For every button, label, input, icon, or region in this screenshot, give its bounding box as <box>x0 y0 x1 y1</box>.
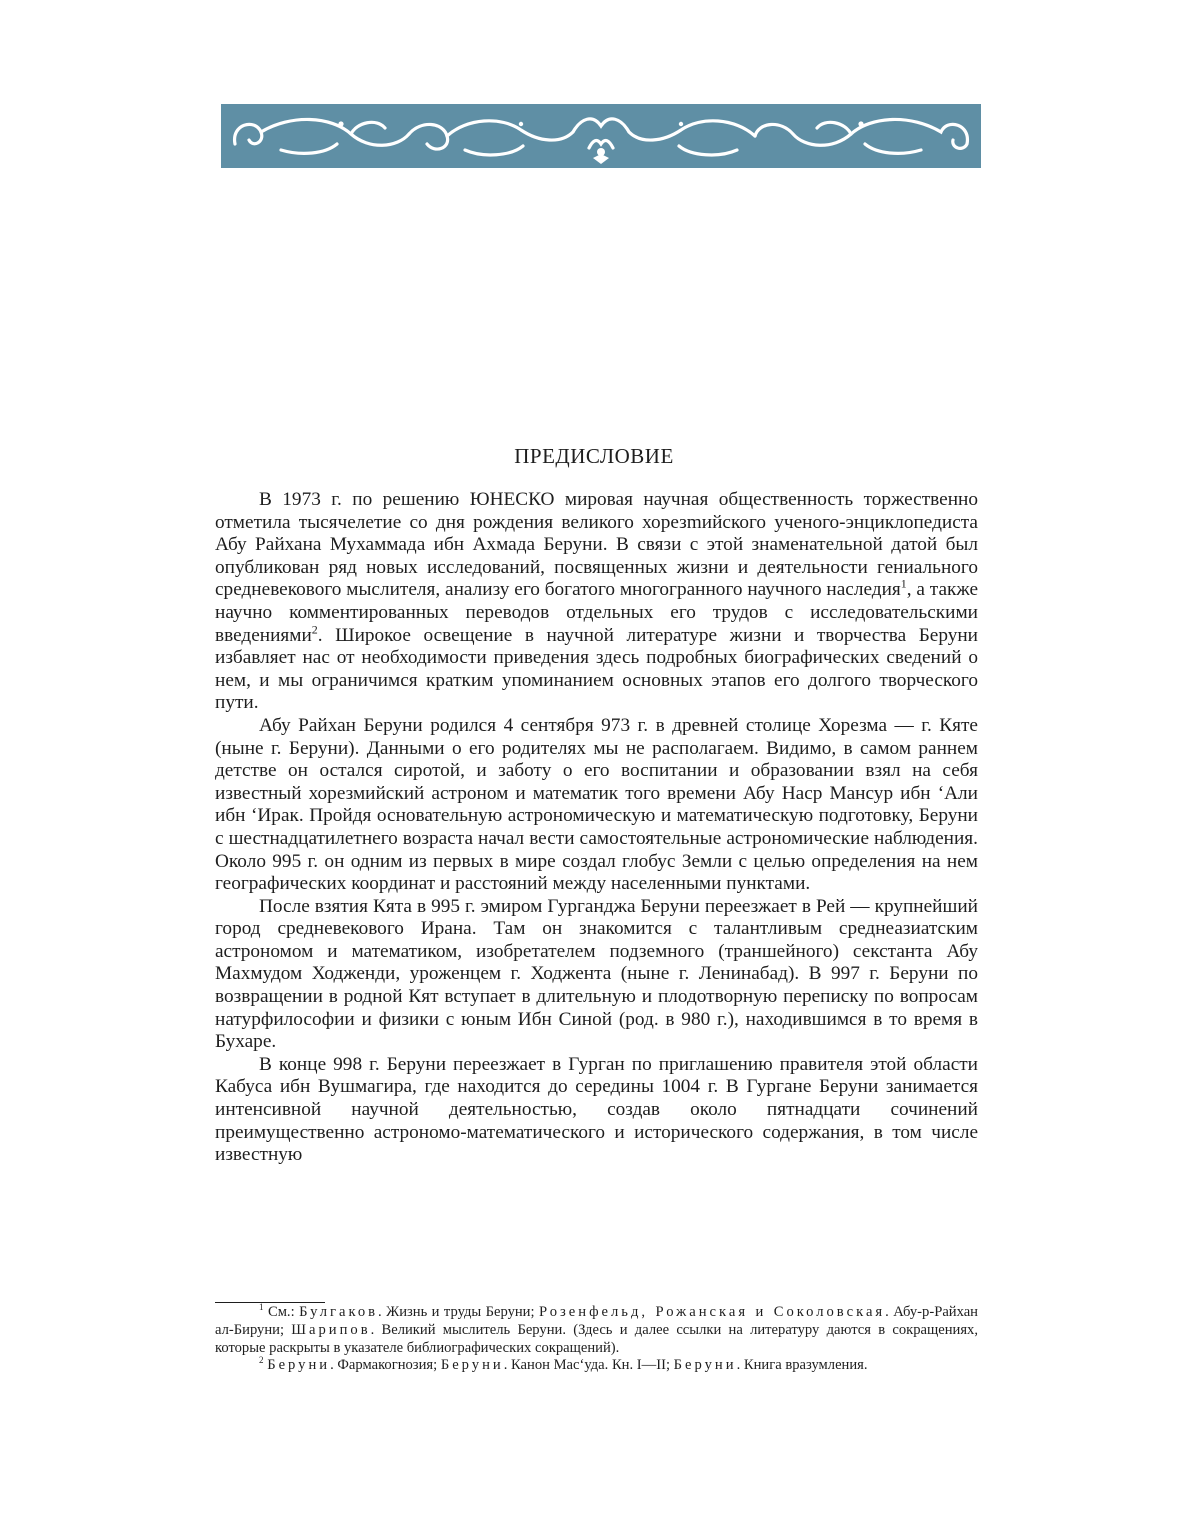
paragraph-text: В 1973 г. по решению ЮНЕСКО мировая научная общественность торжественно отметила тысячелетие со дня рождения великого хорезmийского ученого-энциклопедиста Абу Райхана Мухаммада ибн Ахмада Беруни. В связи с этой знаменательной датой был опубликован ряд новых исследований, посвященных жизни и деятельности гениального средневекового мыслителя, анализу его богатого многогранного научного наследия <box>215 489 978 601</box>
footnote <box>215 1304 978 1357</box>
header-ornament <box>221 104 981 168</box>
paragraph <box>215 489 978 715</box>
paragraph: В конце 998 г. Беруни переезжает в Гурган по приглашению правителя этой области Кабуса ибн Вушмагира, где находится до середины 1004 г. В Гургане Беруни занимается интенсивной научной деятельностью, создав около пятнадцати сочинений преимущественно астрономо-математического и исторического содержания, в том числе известную <box>215 1053 978 1166</box>
footnote-number: 1 <box>259 1302 264 1313</box>
footnote-author: Булгаков <box>299 1304 379 1320</box>
footnote-text: . Абу-р-Райхан ал-Бируни; <box>215 1304 978 1338</box>
footnote-text: См.: <box>263 1304 300 1320</box>
footnote-ref: 1 <box>900 576 907 591</box>
footnote-text: . Книга вразумления. <box>736 1357 868 1374</box>
paragraph: Абу Райхан Беруни родился 4 сентября 973 г. в древней столице Хорезма — г. Кяте (ныне г. Беруни). Данными о его родителях мы не располагаем. Видимо, в самом раннем детстве он остался сиротой, и заботу о его воспитании и образовании взял на себя известный хорезмийский астроном и математик того времени Абу Наср Мансур ибн ‘Али ибн ‘Ирак. Пройдя основательную астрономическую и математическую подготовку, Беруни с шестнадцатилетнего возраста начал вести самостоятельные астрономические наблюдения. Около 995 г. он одним из первых в мире создал глобус Земли с целью определения на нем географических координат и расстояний между населенными пунктами. <box>215 714 978 895</box>
paragraph-text: . Широкое освещение в научной литературе жизни и творчества Беруни избавляет нас от необходимости приведения здесь подробных биографических сведений о нем, и мы ограничимся кратким упоминанием основных этапов его долгого творческого пути. <box>215 624 978 714</box>
paragraph: После взятия Кята в 995 г. эмиром Гурганджа Беруни переезжает в Рей — крупнейший город средневекового Ирана. Там он знакомится с талантливым среднеазиатским астрономом и математиком, изобретателем подземного (траншейного) секстанта Абу Махмудом Ходженди, уроженцем г. Ходжента (ныне г. Ленинабад). В 997 г. Беруни по возвращении в родной Кят вступает в длительную и плодотворную переписку по вопросам натурфилософии и физики с юным Ибн Синой (род. в 980 г.), находившимся в то время в Бухаре. <box>215 895 978 1053</box>
footnote <box>215 1357 978 1375</box>
footnote-ref: 2 <box>311 622 318 637</box>
footnote-author: Беруни <box>440 1357 504 1374</box>
footnote-divider <box>215 1302 325 1303</box>
footnote-author: Беруни <box>673 1357 737 1374</box>
footnote-text: . Жизнь и труды Беруни; <box>378 1304 539 1320</box>
footnote-author: Розенфельд, Рожанская и Соколовская <box>538 1304 886 1320</box>
paragraph-text: , а также научно комментированных переводов отдельных его трудов с исследовательскими введениями <box>215 579 979 646</box>
footnote-text: . Великий мыслитель Беруни. (Здесь и далее ссылки на литературу даются в сокращениях, которые раскрыты в указателе библиографических сокращений). <box>215 1321 978 1356</box>
footnote-text: . Фармакогнозия; <box>330 1357 441 1374</box>
footnote-number: 2 <box>259 1355 264 1366</box>
footnote-author: Беруни <box>267 1357 331 1374</box>
body-text <box>215 489 978 1167</box>
footnote-text: . Канон Мас‘уда. Кн. I—II; <box>503 1357 674 1374</box>
page-title: ПРЕДИСЛОВИЕ <box>514 444 674 468</box>
footnotes <box>215 1304 978 1375</box>
floral-scroll-ornament-icon <box>221 104 981 168</box>
footnote-author: Шарипов <box>291 1321 371 1338</box>
